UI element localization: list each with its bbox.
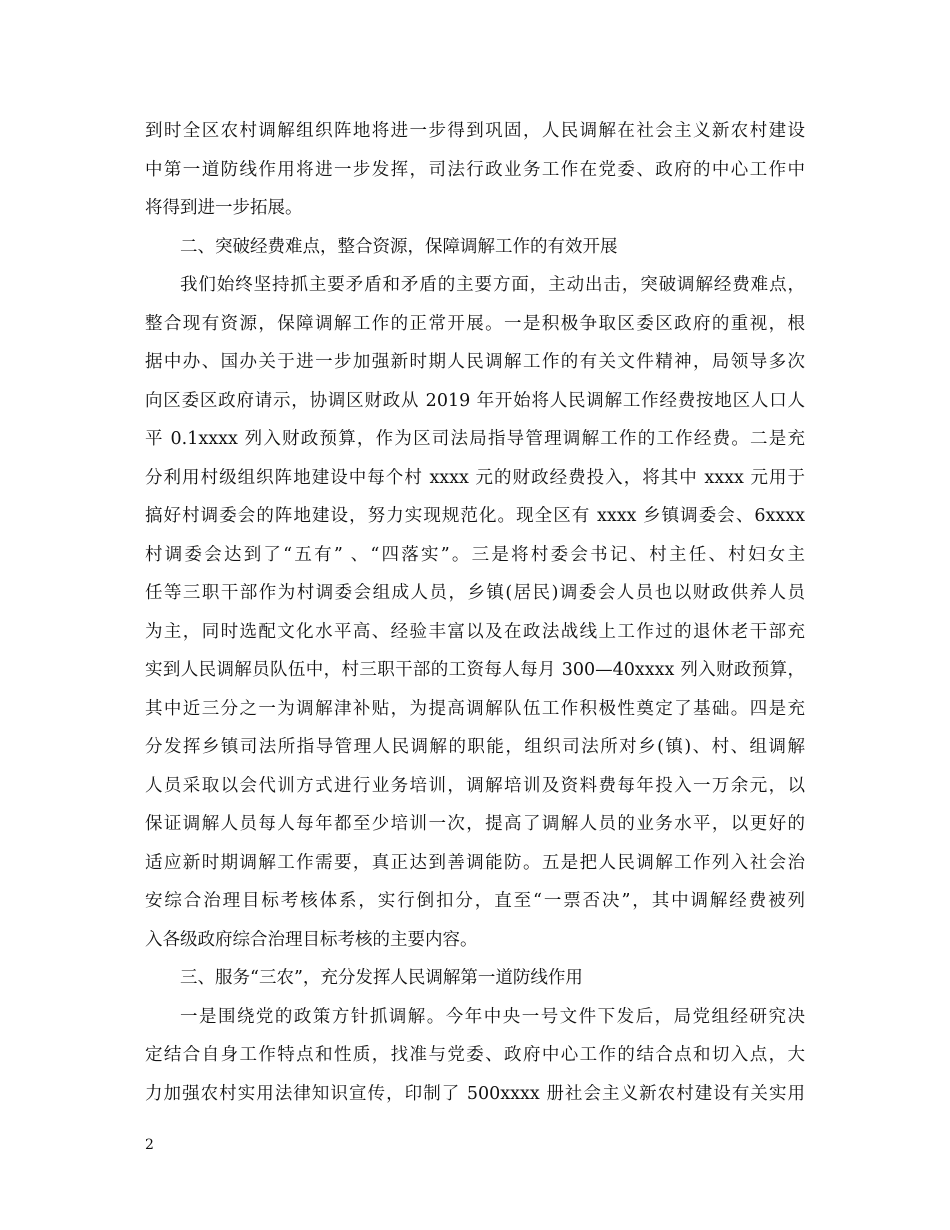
text-line: 定结合自身工作特点和性质，找准与党委、政府中心工作的结合点和切入点，大 (145, 1045, 805, 1065)
text-line: 三、服务“三农”，充分发挥人民调解第一道防线作用 (180, 968, 583, 988)
text-line: 其中近三分之一为调解津补贴，为提高调解队伍工作积极性奠定了基础。四是充 (145, 698, 805, 719)
text-line: 分利用村级组织阵地建设中每个村 xxxx 元的财政经费投入，将其中 xxxx 元用于 (145, 467, 805, 488)
text-line: 中第一道防线作用将进一步发挥，司法行政业务工作在党委、政府的中心工作中 (145, 159, 805, 180)
text-line: 二、突破经费难点，整合资源，保障调解工作的有效开展 (180, 236, 618, 257)
document-body (145, 112, 805, 1113)
text-line: 分发挥乡镇司法所指导管理人民调解的职能，组织司法所对乡(镇)、村、组调解 (145, 737, 805, 757)
text-line: 搞好村调委会的阵地建设，努力实现规范化。现全区有 xxxx 乡镇调委会、6xxxx (145, 506, 805, 526)
text-line: 保证调解人员每人每年都至少培训一次，提高了调解人员的业务水平，以更好的 (145, 814, 805, 834)
text-line: 到时全区农村调解组织阵地将进一步得到巩固，人民调解在社会主义新农村建设 (145, 121, 805, 141)
text-line: 任等三职干部作为村调委会组成人员，乡镇(居民)调委会人员也以财政供养人员 (145, 583, 805, 603)
text-line: 入各级政府综合治理目标考核的主要内容。 (145, 929, 478, 950)
text-line: 力加强农村实用法律知识宣传，印制了 500xxxx 册社会主义新农村建设有关实用 (145, 1083, 805, 1104)
text-line: 向区委区政府请示，协调区财政从 2019 年开始将人民调解工作经费按地区人口人 (145, 390, 805, 411)
text-line: 村调委会达到了“五有” 、“四落实”。三是将村委会书记、村主任、村妇女主 (145, 544, 805, 565)
text-line: 为主，同时选配文化水平高、经验丰富以及在政法战线上工作过的退休老干部充 (145, 621, 805, 642)
text-line: 实到人民调解员队伍中，村三职干部的工资每人每月 300—40xxxx 列入财政预算， (145, 660, 805, 680)
text-line: 据中办、国办关于进一步加强新时期人民调解工作的有关文件精神，局领导多次 (145, 352, 805, 372)
text-line: 整合现有资源，保障调解工作的正常开展。一是积极争取区委区政府的重视，根 (145, 313, 805, 334)
text-line: 适应新时期调解工作需要，真正达到善调能防。五是把人民调解工作列入社会治 (145, 852, 805, 873)
text-line: 平 0.1xxxx 列入财政预算，作为区司法局指导管理调解工作的工作经费。二是充 (145, 429, 805, 449)
text-line: 我们始终坚持抓主要矛盾和矛盾的主要方面，主动出击，突破调解经费难点， (180, 275, 805, 295)
text-line: 将得到进一步拓展。 (145, 198, 303, 218)
text-line: 安综合治理目标考核体系，实行倒扣分，直至“一票否决”，其中调解经费被列 (145, 891, 805, 911)
text-line: 人员采取以会代训方式进行业务培训，调解培训及资料费每年投入一万余元，以 (145, 775, 805, 796)
text-line: 一是围绕党的政策方针抓调解。今年中央一号文件下发后，局党组经研究决 (180, 1006, 805, 1027)
page-number: 2 (145, 1137, 154, 1153)
